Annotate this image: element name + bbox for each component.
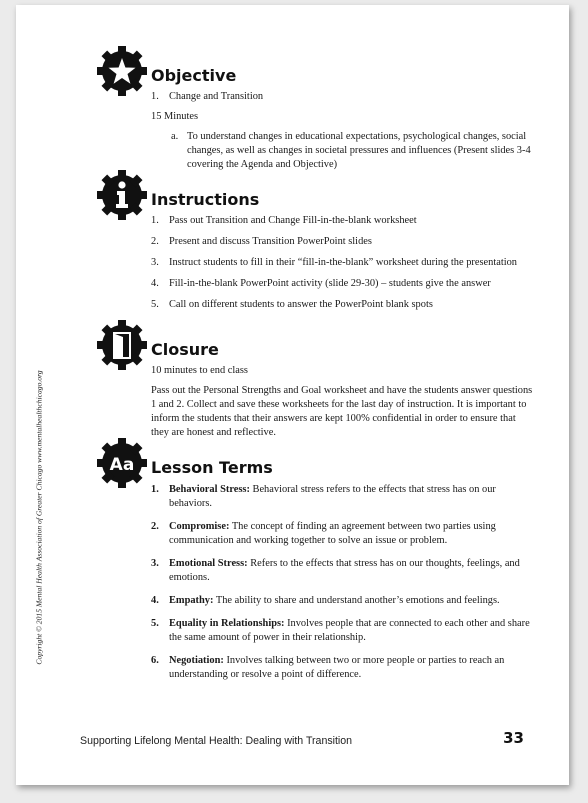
list-item: 3. Instruct students to fill in their “fill-in-the-blank” worksheet during the presentation <box>151 257 517 268</box>
list-item: 5. Equality in Relationships: Involves people that are connected to each other and share the same amount of power in their relationship. <box>151 618 530 643</box>
objective-subitem: a. To understand changes in educational expectations, psychological changes, social changes, as well as changes in societal pressures and influences (Present slides 3-4 covering the Agenda and Objective) <box>171 131 531 170</box>
svg-text:Aa: Aa <box>109 455 135 475</box>
copyright-notice: Copyright © 2015 Mental Health Association of Greater Chicago www.mentalhealthchicago.org <box>34 370 44 665</box>
list-item: 3. Emotional Stress: Refers to the effects that stress has on our thoughts, feelings, and emotions. <box>151 558 520 583</box>
list-item: 5. Call on different students to answer the PowerPoint blank spots <box>151 299 433 310</box>
list-item: 4. Fill-in-the-blank PowerPoint activity (slide 29-30) – students give the answer <box>151 278 491 289</box>
instructions-heading: Instructions <box>151 190 260 209</box>
objective-heading: Objective <box>151 66 237 85</box>
list-item: 1. Behavioral Stress: Behavioral stress refers to the effects that stress has on our behaviors. <box>151 484 496 509</box>
aa-gear-icon <box>96 437 148 489</box>
terms-heading: Lesson Terms <box>151 458 273 477</box>
footer-title: Supporting Lifelong Mental Health: Dealing with Transition <box>80 735 353 747</box>
info-gear-icon <box>96 169 148 221</box>
closure-duration: 10 minutes to end class <box>151 365 248 376</box>
closure-heading: Closure <box>151 340 219 359</box>
list-item: 2. Compromise: The concept of finding an agreement between two parties using communication and working together to solve an issue or problem. <box>151 521 496 546</box>
list-item: 2. Present and discuss Transition PowerPoint slides <box>151 236 372 247</box>
list-item: 6. Negotiation: Involves talking between two or more people or parties to reach an understanding or resolve a point of difference. <box>151 655 505 680</box>
star-gear-icon <box>96 45 148 97</box>
objective-duration: 15 Minutes <box>151 111 199 122</box>
list-item: 1. Change and Transition <box>151 91 264 102</box>
document-page <box>16 5 569 785</box>
list-item: 1. Pass out Transition and Change Fill-in-the-blank worksheet <box>151 215 417 226</box>
page-number: 33 <box>503 729 524 747</box>
closure-text: Pass out the Personal Strengths and Goal worksheet and have the students answer questions 1 and 2. Collect and save these worksheets for the last day of instruction. It is important to inform the students that their answers are kept 100% confidential in order to ensure that they are honest and reflective. <box>151 385 533 438</box>
list-item: 4. Empathy: The ability to share and understand another’s emotions and feelings. <box>151 595 500 606</box>
door-gear-icon <box>96 319 148 371</box>
